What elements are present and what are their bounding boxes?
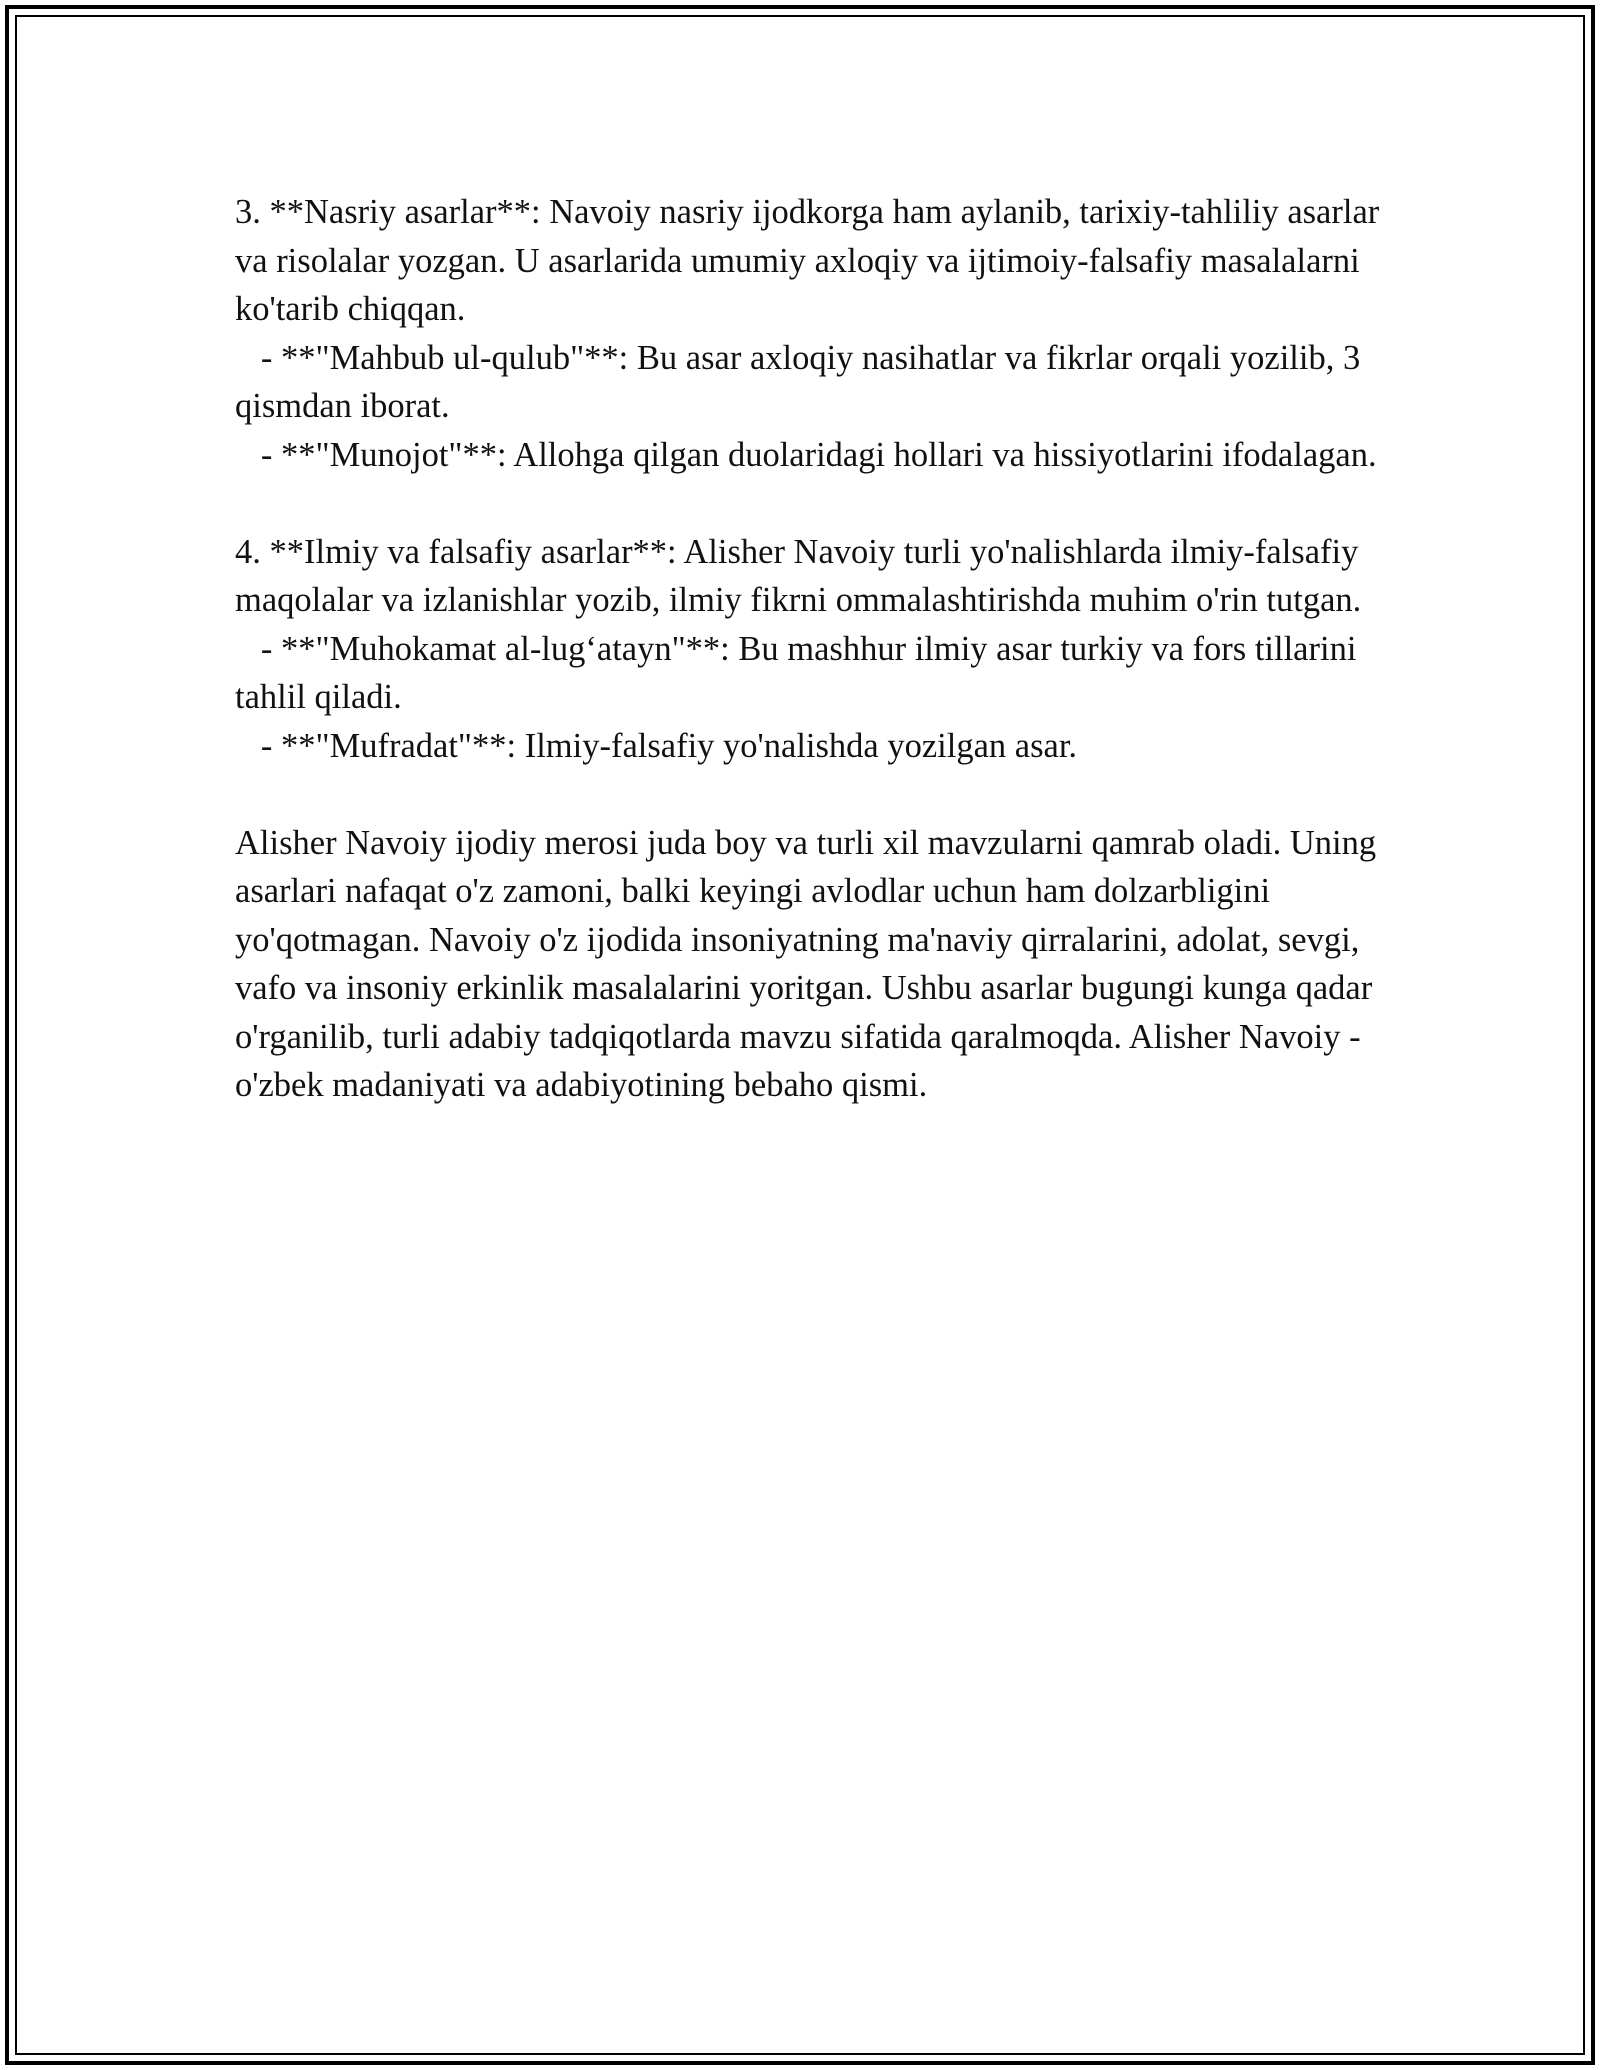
section-4-item-muhokamat-text: - **"Muhokamat al-lug‘atayn"**: Bu mashhur ilmiy asar turkiy va fors tillarini tahlil qiladi. — [235, 629, 1357, 716]
paragraph-gap — [235, 479, 1385, 528]
section-3-item-mahbub-text: - **"Mahbub ul-qulub"**: Bu asar axloqiy nasihatlar va fikrlar orqali yozilib, 3 qismdan iborat. — [235, 338, 1361, 425]
paragraph-gap — [235, 770, 1385, 819]
section-3-item-munojot-text: - **"Munojot"**: Allohga qilgan duolaridagi hollari va hissiyotlarini ifodalagan. — [260, 435, 1377, 474]
conclusion-paragraph: Alisher Navoiy ijodiy merosi juda boy va turli xil mavzularni qamrab oladi. Uning asarlari nafaqat o'z zamoni, balki keyingi avlodlar uchun ham dolzarbligini yo'qotmagan. Navoiy o'z ijodida insoniyatning ma'naviy qirralarini, adolat, sevgi, vafo va insoniy erkinlik masalalarini yoritgan. Ushbu asarlar bugungi kunga qadar o'rganilib, turli adabiy tadqiqotlarda mavzu sifatida qaralmoqda. Alisher Navoiy - o'zbek madaniyati va adabiyotining bebaho qismi. — [235, 823, 1377, 1104]
section-4-item-mufradat — [235, 722, 1385, 771]
section-3-item-munojot — [235, 431, 1385, 480]
section-3-heading: 3. **Nasriy asarlar**: Navoiy nasriy ijodkorga ham aylanib, tarixiy-tahliliy asarlar va risolalar yozgan. U asarlarida umumiy axloqiy va ijtimoiy-falsafiy masalalarni ko'tarib chiqqan. — [235, 193, 1380, 328]
section-4-heading: 4. **Ilmiy va falsafiy asarlar**: Alisher Navoiy turli yo'nalishlarda ilmiy-falsafiy maqolalar va izlanishlar yozib, ilmiy fikrni ommalashtirishda muhim o'rin tutgan. — [235, 532, 1362, 619]
section-3-item-mahbub — [235, 334, 1385, 431]
document-body — [235, 188, 1385, 1110]
section-4-item-mufradat-text: - **"Mufradat"**: Ilmiy-falsafiy yo'nalishda yozilgan asar. — [260, 726, 1078, 765]
section-4-item-muhokamat — [235, 625, 1385, 722]
